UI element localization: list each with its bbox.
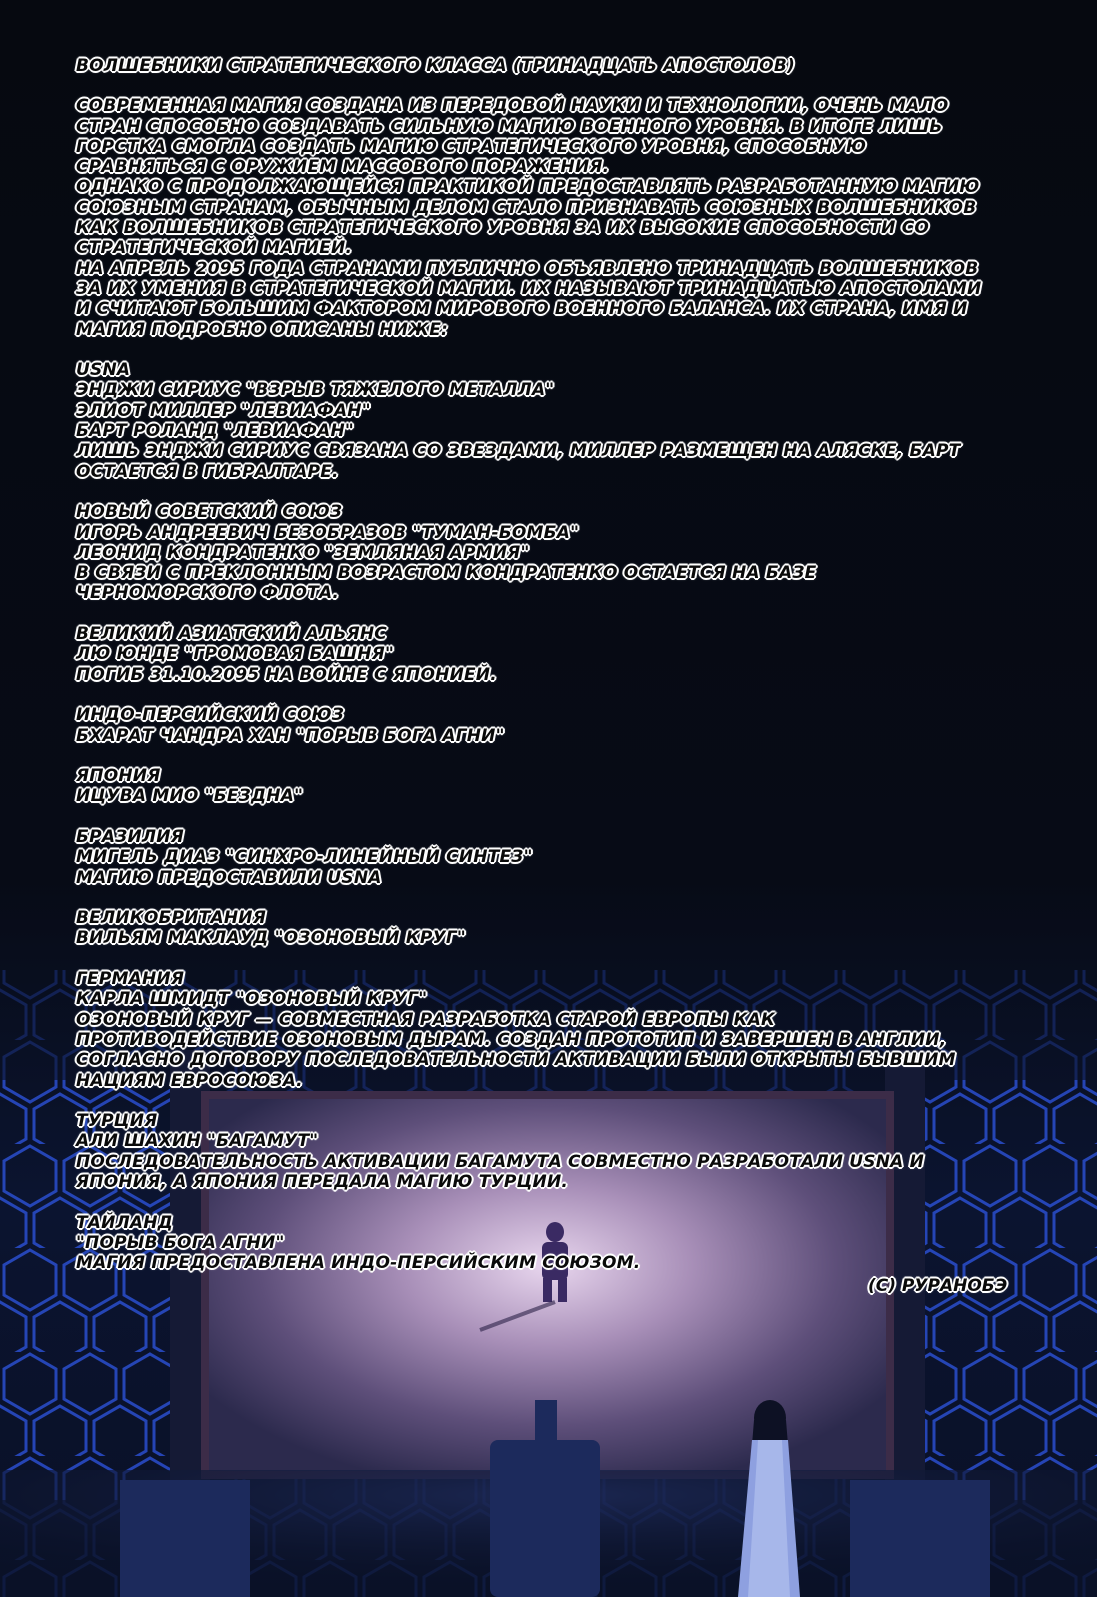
section-line: ИЦУВА МИО "БЕЗДНА" xyxy=(76,786,304,807)
section-germany xyxy=(76,969,1036,1091)
country-name: ВЕЛИКИЙ АЗИАТСКИЙ АЛЬЯНС xyxy=(76,624,387,645)
section-line: ПРОТИВОДЕЙСТВИЕ ОЗОНОВЫМ ДЫРАМ. СОЗДАН ПРОТОТИП И ЗАВЕРШЕН В АНГЛИИ, xyxy=(76,1029,947,1050)
section-line: МАГИЮ ПРЕДОСТАВИЛИ USNA xyxy=(76,867,382,888)
country-name: ГЕРМАНИЯ xyxy=(76,969,185,990)
intro-line: СТРАТЕГИЧЕСКОЙ МАГИЕЙ. xyxy=(76,238,353,259)
section-line: МАГИЯ ПРЕДОСТАВЛЕНА ИНДО-ПЕРСИЙСКИМ СОЮЗОМ. xyxy=(76,1253,641,1274)
section-line: ОСТАЕТСЯ В ГИБРАЛТАРЕ. xyxy=(76,461,339,482)
country-name: ВЕЛИКОБРИТАНИЯ xyxy=(76,908,267,929)
section-thailand xyxy=(76,1213,1036,1274)
section-line: ИГОРЬ АНДРЕЕВИЧ БЕЗОБРАЗОВ "ТУМАН-БОМБА" xyxy=(76,522,580,543)
section-turkey xyxy=(76,1111,1036,1192)
section-line: ОЗОНОВЫЙ КРУГ — СОВМЕСТНАЯ РАЗРАБОТКА СТАРОЙ ЕВРОПЫ КАК xyxy=(76,1009,776,1030)
section-great-asian-alliance xyxy=(76,624,1036,685)
section-brazil xyxy=(76,827,1036,888)
section-usna xyxy=(76,360,1036,482)
intro-block xyxy=(76,96,1036,340)
intro-line: И СЧИТАЮТ БОЛЬШИМ ФАКТОРОМ МИРОВОГО ВОЕННОГО БАЛАНСА. ИХ СТРАНА, ИМЯ И xyxy=(76,299,968,320)
section-line: ЛЮ ЮНДЕ "ГРОМОВАЯ БАШНЯ" xyxy=(76,644,395,665)
country-name: ИНДО-ПЕРСИЙСКИЙ СОЮЗ xyxy=(76,705,345,726)
section-line: ЭЛИОТ МИЛЛЕР "ЛЕВИАФАН" xyxy=(76,400,371,421)
country-name: ТУРЦИЯ xyxy=(76,1111,158,1132)
section-line: ПОСЛЕДОВАТЕЛЬНОСТЬ АКТИВАЦИИ БАГАМУТА СОВМЕСТНО РАЗРАБОТАЛИ USNA И xyxy=(76,1151,925,1172)
section-line: ЛЕОНИД КОНДРАТЕНКО "ЗЕМЛЯНАЯ АРМИЯ" xyxy=(76,542,530,563)
section-line: НАЦИЯМ ЕВРОСОЮЗА. xyxy=(76,1070,303,1091)
page-title: ВОЛШЕБНИКИ СТРАТЕГИЧЕСКОГО КЛАССА (ТРИНАДЦАТЬ АПОСТОЛОВ) xyxy=(76,56,795,76)
section-line: МИГЕЛЬ ДИАЗ "СИНХРО-ЛИНЕЙНЫЙ СИНТЕЗ" xyxy=(76,847,533,868)
section-great-britain xyxy=(76,908,1036,949)
intro-line: СТРАН СПОСОБНО СОЗДАВАТЬ СИЛЬНУЮ МАГИЮ ВОЕННОГО УРОВНЯ. В ИТОГЕ ЛИШЬ xyxy=(76,116,943,137)
intro-line: СОЮЗНЫМ СТРАНАМ, ОБЫЧНЫМ ДЕЛОМ СТАЛО ПРИЗНАВАТЬ СОЮЗНЫХ ВОЛШЕБНИКОВ xyxy=(76,197,977,218)
text-layer xyxy=(76,56,1036,1294)
intro-line: СРАВНЯТЬСЯ С ОРУЖИЕМ МАССОВОГО ПОРАЖЕНИЯ. xyxy=(76,157,610,178)
country-name: USNA xyxy=(76,360,131,381)
section-indo-persian-union xyxy=(76,705,1036,746)
section-line: БАРТ РОЛАНД "ЛЕВИАФАН" xyxy=(76,421,354,442)
section-japan xyxy=(76,766,1036,807)
intro-line: ОДНАКО С ПРОДОЛЖАЮЩЕЙСЯ ПРАКТИКОЙ ПРЕДОСТАВЛЯТЬ РАЗРАБОТАННУЮ МАГИЮ xyxy=(76,177,980,198)
section-line: ПОГИБ 31.10.2095 НА ВОЙНЕ С ЯПОНИЕЙ. xyxy=(76,664,497,685)
credit-text: (C) РУРАНОБЭ xyxy=(868,1276,1008,1296)
section-line: БХАРАТ ЧАНДРА ХАН "ПОРЫВ БОГА АГНИ" xyxy=(76,725,505,746)
country-name: БРАЗИЛИЯ xyxy=(76,826,184,847)
intro-line: ГОРСТКА СМОГЛА СОЗДАТЬ МАГИЮ СТРАТЕГИЧЕСКОГО УРОВНЯ, СПОСОБНУЮ xyxy=(76,136,867,157)
intro-line: МАГИЯ ПОДРОБНО ОПИСАНЫ НИЖЕ: xyxy=(76,319,449,340)
section-line: "ПОРЫВ БОГА АГНИ" xyxy=(76,1232,285,1253)
section-line: ВИЛЬЯМ МАКЛАУД "ОЗОНОВЫЙ КРУГ" xyxy=(76,928,466,949)
section-line: КАРЛА ШМИДТ "ОЗОНОВЫЙ КРУГ" xyxy=(76,989,428,1010)
section-line: СОГЛАСНО ДОГОВОРУ ПОСЛЕДОВАТЕЛЬНОСТИ АКТИВАЦИИ БЫЛИ ОТКРЫТЫ БЫВШИМ xyxy=(76,1050,956,1071)
intro-line: КАК ВОЛШЕБНИКОВ СТРАТЕГИЧЕСКОГО УРОВНЯ ЗА ИХ ВЫСОКИЕ СПОСОБНОСТИ СО xyxy=(76,218,930,239)
intro-line: НА АПРЕЛЬ 2095 ГОДА СТРАНАМИ ПУБЛИЧНО ОБЪЯВЛЕНО ТРИНАДЦАТЬ ВОЛШЕБНИКОВ xyxy=(76,258,979,279)
section-line: ЛИШЬ ЭНДЖИ СИРИУС СВЯЗАНА СО ЗВЕЗДАМИ, МИЛЛЕР РАЗМЕЩЕН НА АЛЯСКЕ, БАРТ xyxy=(76,441,961,462)
country-name: ЯПОНИЯ xyxy=(76,766,161,787)
country-name: НОВЫЙ СОВЕТСКИЙ СОЮЗ xyxy=(76,502,343,523)
intro-line: СОВРЕМЕННАЯ МАГИЯ СОЗДАНА ИЗ ПЕРЕДОВОЙ НАУКИ И ТЕХНОЛОГИИ, ОЧЕНЬ МАЛО xyxy=(76,96,949,117)
section-line: ЭНДЖИ СИРИУС "ВЗРЫВ ТЯЖЕЛОГО МЕТАЛЛА" xyxy=(76,380,555,401)
section-line: ЯПОНИЯ, А ЯПОНИЯ ПЕРЕДАЛА МАГИЮ ТУРЦИИ. xyxy=(76,1172,569,1193)
section-line: ЧЕРНОМОРСКОГО ФЛОТА. xyxy=(76,583,339,604)
country-name: ТАЙЛАНД xyxy=(76,1212,174,1233)
section-new-soviet-union xyxy=(76,502,1036,603)
section-line: АЛИ ШАХИН "БАГАМУТ" xyxy=(76,1131,319,1152)
intro-line: ЗА ИХ УМЕНИЯ В СТРАТЕГИЧЕСКОЙ МАГИИ. ИХ НАЗЫВАЮТ ТРИНАДЦАТЬЮ АПОСТОЛАМИ xyxy=(76,278,982,299)
section-line: В СВЯЗИ С ПРЕКЛОННЫМ ВОЗРАСТОМ КОНДРАТЕНКО ОСТАЕТСЯ НА БАЗЕ xyxy=(76,563,817,584)
